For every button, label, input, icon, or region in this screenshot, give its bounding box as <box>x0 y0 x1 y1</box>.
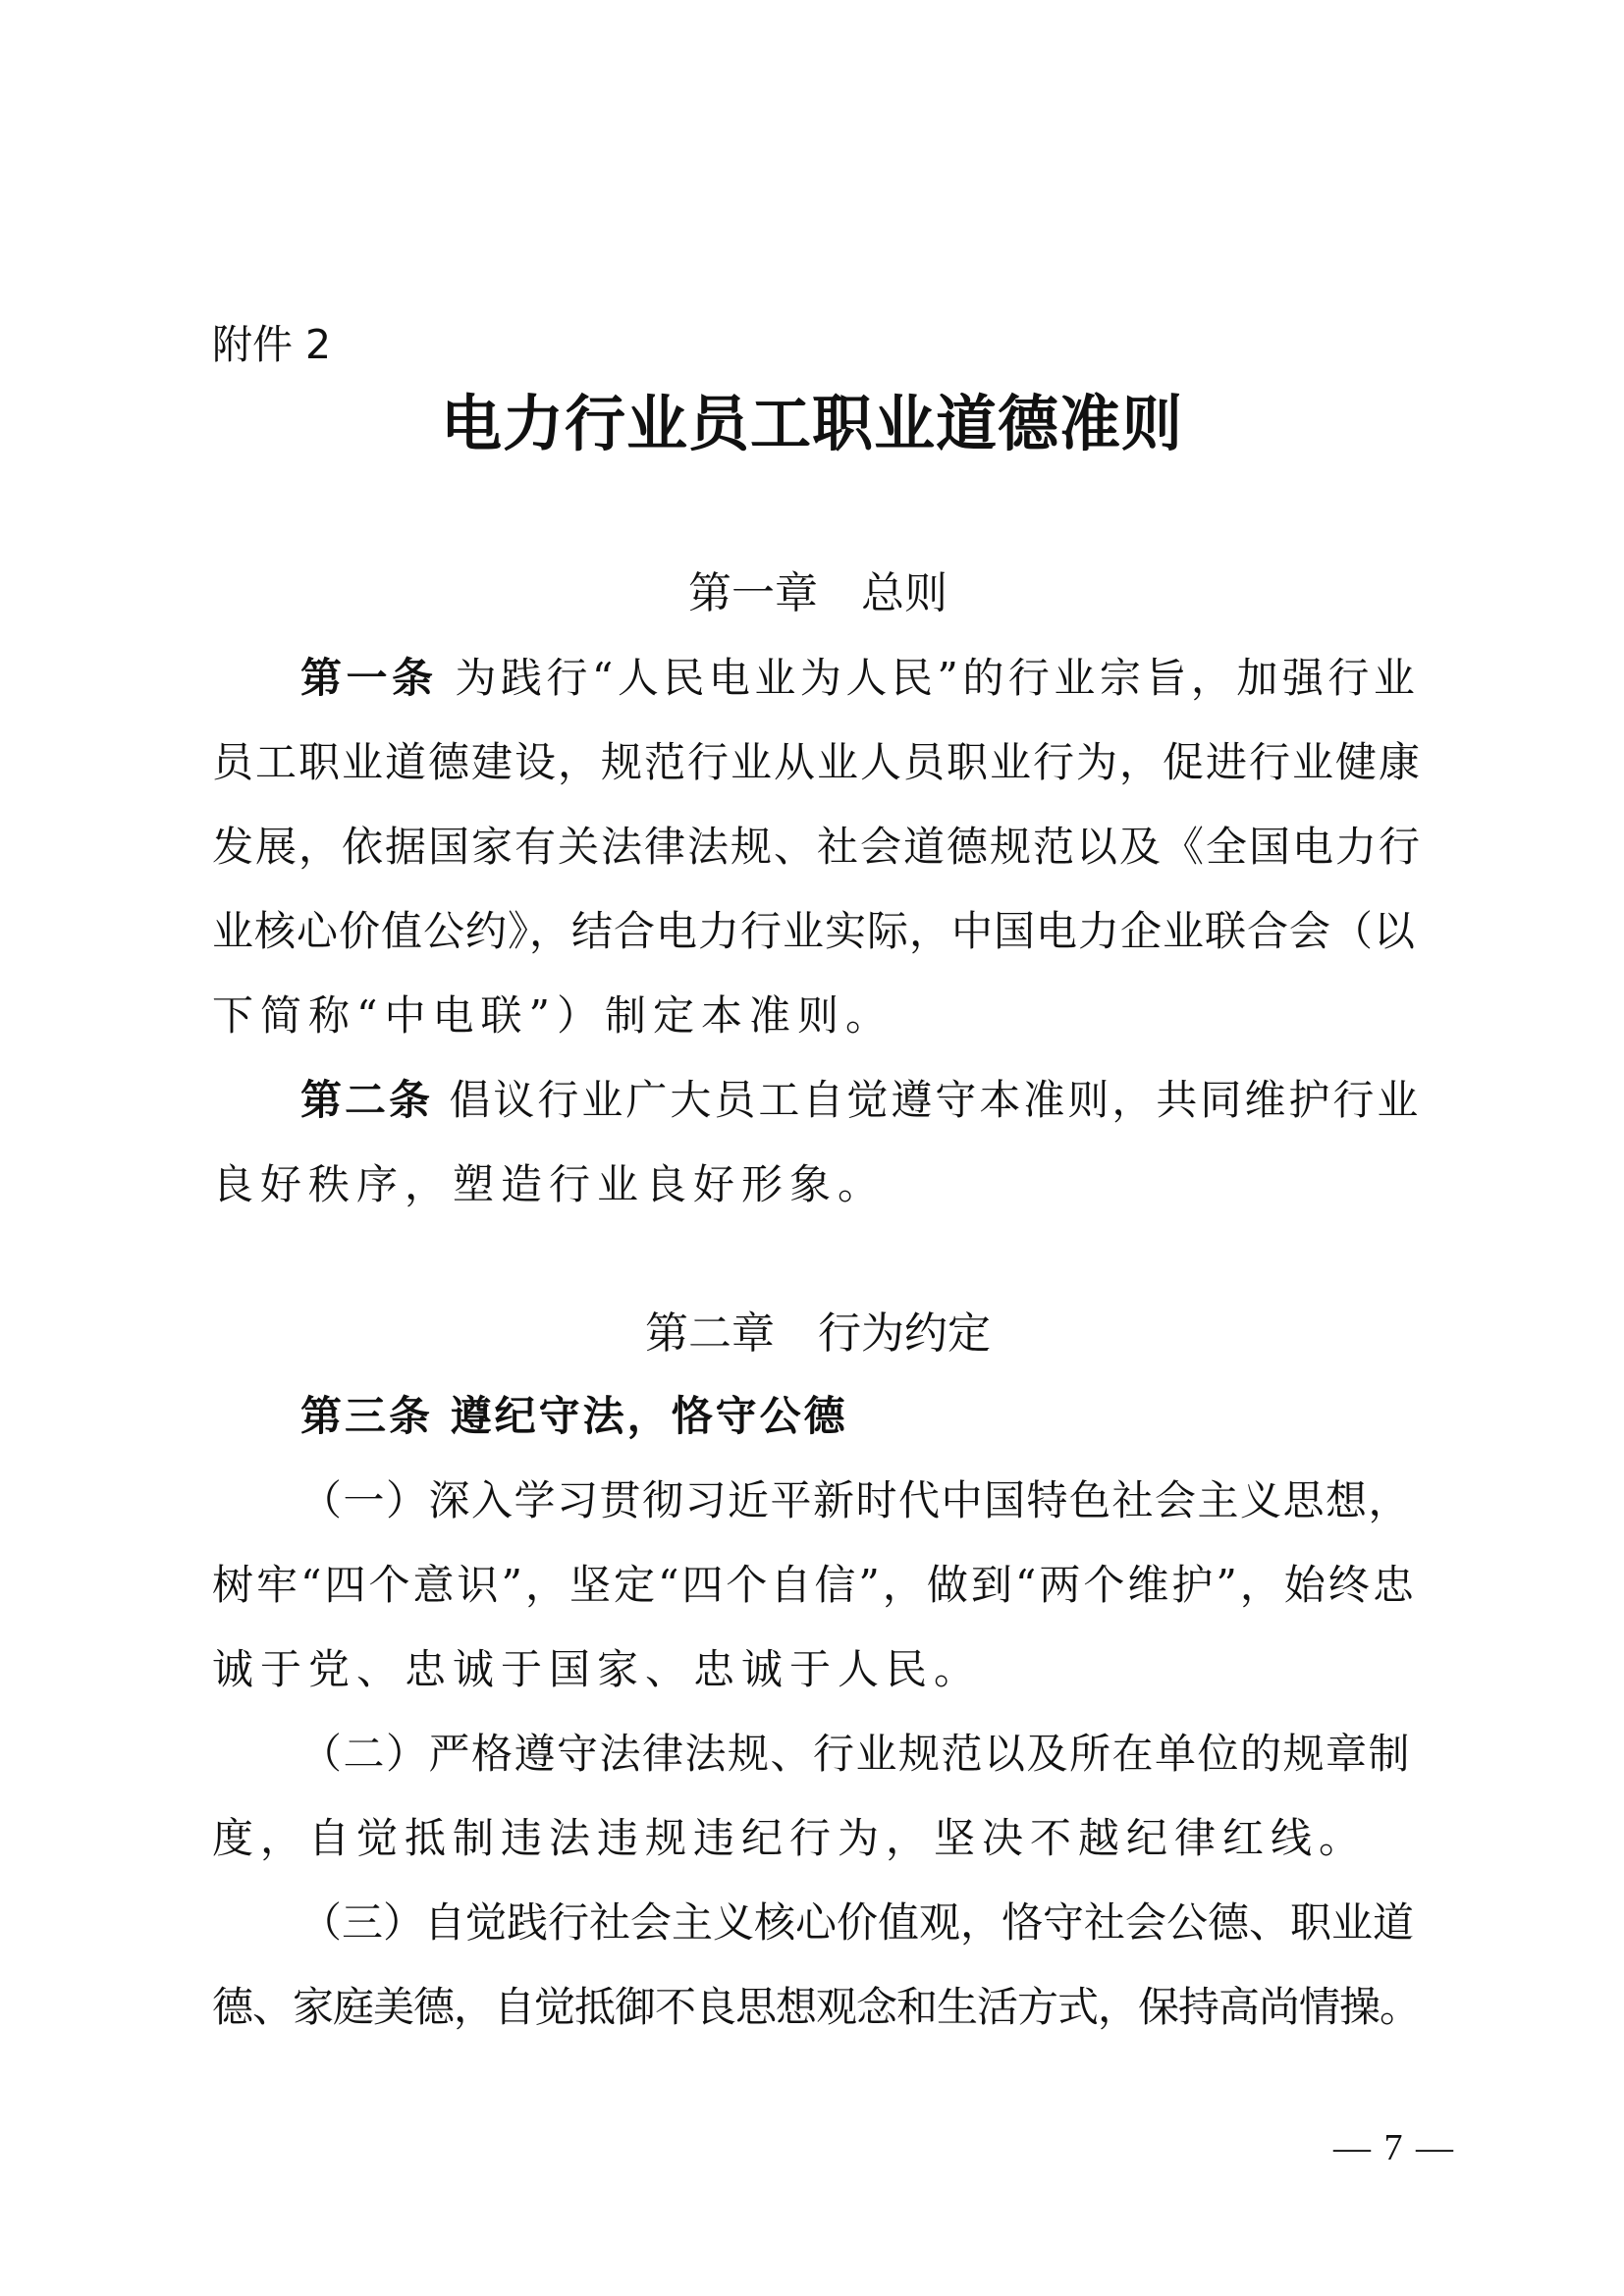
article-3-item-2-line: （二）严格遵守法律法规、行业规范以及所在单位的规章制 <box>300 1730 1412 1778</box>
article-2-line: 良好秩序，塑造行业良好形象。 <box>212 1160 887 1208</box>
article-1-first-line <box>300 646 1419 705</box>
chapter-2-heading: 第二章 行为约定 <box>645 1308 991 1359</box>
article-1-line: 发展，依据国家有关法律法规、社会道德规范以及《全国电力行 <box>212 823 1423 871</box>
article-3-item-1-line: 诚于党、忠诚于国家、忠诚于人民。 <box>212 1645 983 1693</box>
article-3-item-3-line: （三）自觉践行社会主义核心价值观，恪守社会公德、职业道 <box>300 1898 1415 1947</box>
article-3-item-2-line: 度，自觉抵制违法违规违纪行为，坚决不越纪律红线。 <box>212 1814 1368 1862</box>
attachment-label: 附件 2 <box>212 321 332 368</box>
article-3-item-1-line: （一）深入学习贯彻习近平新时代中国特色社会主义思想， <box>300 1476 1412 1524</box>
article-1-line: 业核心价值公约》，结合电力行业实际，中国电力企业联合会（以 <box>212 907 1417 955</box>
article-2-first-line <box>300 1068 1421 1127</box>
article-1-text: 为践行“人民电业为人民”的行业宗旨，加强行业 <box>455 654 1420 702</box>
article-2-label: 第二条 <box>300 1076 434 1124</box>
article-2-text: 倡议行业广大员工自觉遵守本准则，共同维护行业 <box>449 1076 1422 1124</box>
article-1-label: 第一条 <box>300 654 438 702</box>
document-title: 电力行业员工职业道德准则 <box>440 388 1183 459</box>
article-3-item-3-line: 德、家庭美德，自觉抵御不良思想观念和生活方式，保持高尚情操。 <box>212 1983 1421 2031</box>
article-3-heading <box>300 1384 848 1443</box>
article-3-item-1-line: 树牢“四个意识”，坚定“四个自信”，做到“两个维护”，始终忠 <box>212 1561 1417 1609</box>
article-3-subtitle: 遵纪守法，恪守公德 <box>450 1392 848 1440</box>
page-number: — 7 — <box>1333 2127 1455 2168</box>
chapter-1-heading: 第一章 总则 <box>688 568 947 618</box>
article-1-line: 员工职业道德建设，规范行业从业人员职业行为，促进行业健康 <box>212 738 1423 786</box>
article-3-label: 第三条 <box>300 1392 434 1440</box>
article-1-line: 下简称“中电联”）制定本准则。 <box>212 991 893 1040</box>
